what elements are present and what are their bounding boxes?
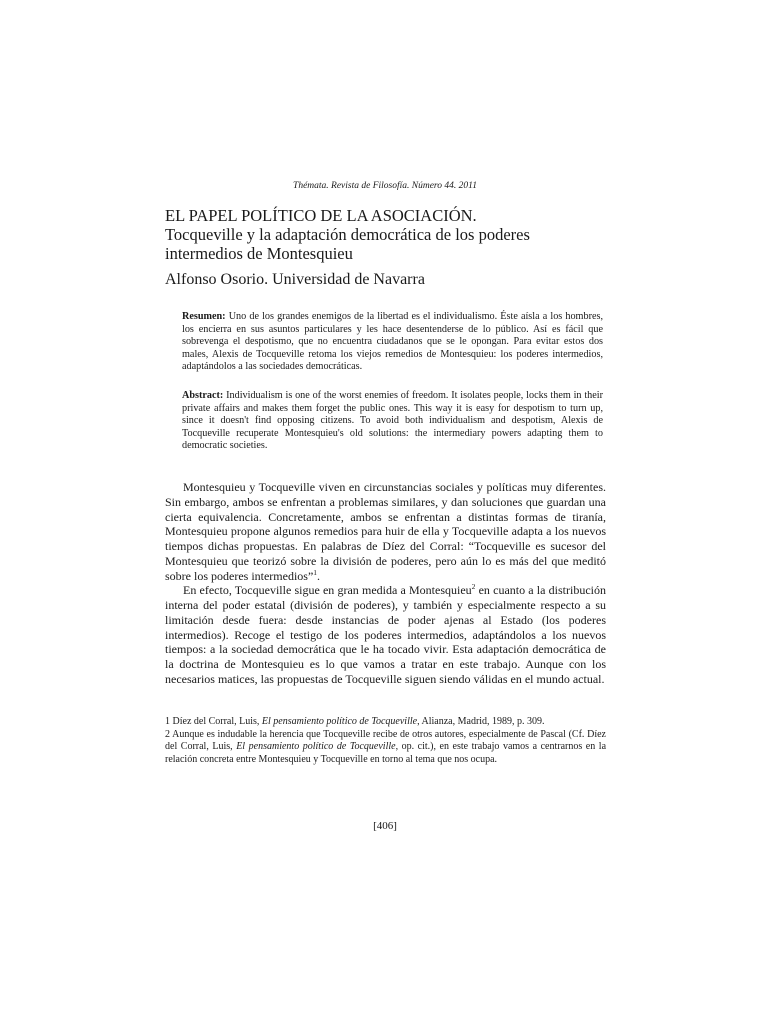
fn1-title: El pensamiento político de Tocqueville (261, 716, 418, 727)
footnote-1 (165, 716, 606, 729)
p2-text-b: en cuanto a la distribución interna del poder estatal (división de poderes), y también y especialmente respecto a su limitación desde fuera: desde instancias de poder ajenas al Estado (los poderes intermedios). Recoge el testigo de los poderes intermedios, adaptándolos a los nuevos tiempos: a la sociedad democrática que le ha tocado vivir. Esta adaptación democrática de la doctrina de Montesquieu es lo que vamos a tratar en este trabajo. Aunque con los necesarios matices, las propuestas de Tocqueville siguen siendo válidas en el mundo actual. (165, 583, 606, 686)
resumen-block (182, 311, 603, 374)
journal-header: Thémata. Revista de Filosofía. Número 44. 2011 (293, 181, 477, 191)
p1-end: . (317, 568, 321, 583)
author-line: Alfonso Osorio. Universidad de Navarra (165, 271, 425, 288)
footnotes (165, 716, 606, 766)
abstract-text: Individualism is one of the worst enemies of freedom. It isolates people, locks them in their private affairs and makes them forget the public ones. This way it is easy for despotism to turn up, since it doesn't find opposing citizens. To avoid both individualism and despotism, Alexis de Tocqueville recuperate Montesquieu's old solutions: the intermediary powers adapting them to democratic societies. (182, 390, 603, 452)
title-line-2: Tocqueville y la adaptación democrática de los poderes (165, 225, 530, 244)
article-title (165, 206, 605, 263)
fn1-a: 1 Díez del Corral, Luis, (165, 716, 262, 727)
fn2-title: El pensamiento político de Tocqueville (236, 741, 396, 753)
resumen-text: Uno de los grandes enemigos de la libertad es el individualismo. Éste aísla a los hombres, los encierra en sus asuntos particulares y les hace desentenderse de lo público. Así es fácil que sobrevenga el despotismo, que no encuentra ciudadanos que se le opongan. Para evitar estos dos males, Alexis de Tocqueville retoma los viejos remedios de Montesquieu: los poderes intermedios, adaptándolos a las sociedades democráticas. (182, 311, 604, 373)
p2-text-a: En efecto, Tocqueville sigue en gran medida a Montesquieu (183, 583, 472, 598)
fn2-a: 2 Aunque es indudable la herencia que Tocqueville recibe de otros autores, especialmente de Pascal (Cf. Díez del Corral, Luis, (165, 728, 606, 753)
footnote-2 (165, 729, 606, 767)
body-paragraph-2 (165, 583, 606, 686)
abstract-block (182, 390, 603, 453)
resumen-label: Resumen: (182, 311, 226, 322)
p1-text: Montesquieu y Tocqueville viven en circunstancias sociales y políticas muy diferentes. Sin embargo, ambos se enfrentan a problemas similares, y dan soluciones que guardan una cierta equivalencia. Concretamente, ambos se enfrentan a distintas formas de tiranía, Montesquieu propone algunos remedios para huir de ella y Tocqueville adapta a los nuevos tiempos dichas propuestas. En palabras de Díez del Corral: “Tocqueville es sucesor del Montesquieu que teorizó sobre la división de poderes, pero aún lo es más del que meditó sobre los poderes intermedios” (165, 480, 606, 583)
page-number: [406] (373, 820, 397, 832)
title-line-1: EL PAPEL POLÍTICO DE LA ASOCIACIÓN. (165, 206, 477, 225)
body-text (165, 480, 606, 687)
title-line-3: intermedios de Montesquieu (165, 244, 353, 263)
footnote-ref-1: 1 (313, 567, 318, 577)
footnote-ref-2: 2 (471, 582, 476, 592)
body-paragraph-1 (165, 480, 606, 583)
abstract-label: Abstract: (182, 390, 224, 401)
fn1-b: , Alianza, Madrid, 1989, p. 309. (417, 716, 545, 727)
fn2-b: , op. cit.), en este trabajo vamos a centrarnos en la relación concreta entre Montesquieu y Tocqueville en torno al tema que nos ocupa. (165, 741, 607, 765)
